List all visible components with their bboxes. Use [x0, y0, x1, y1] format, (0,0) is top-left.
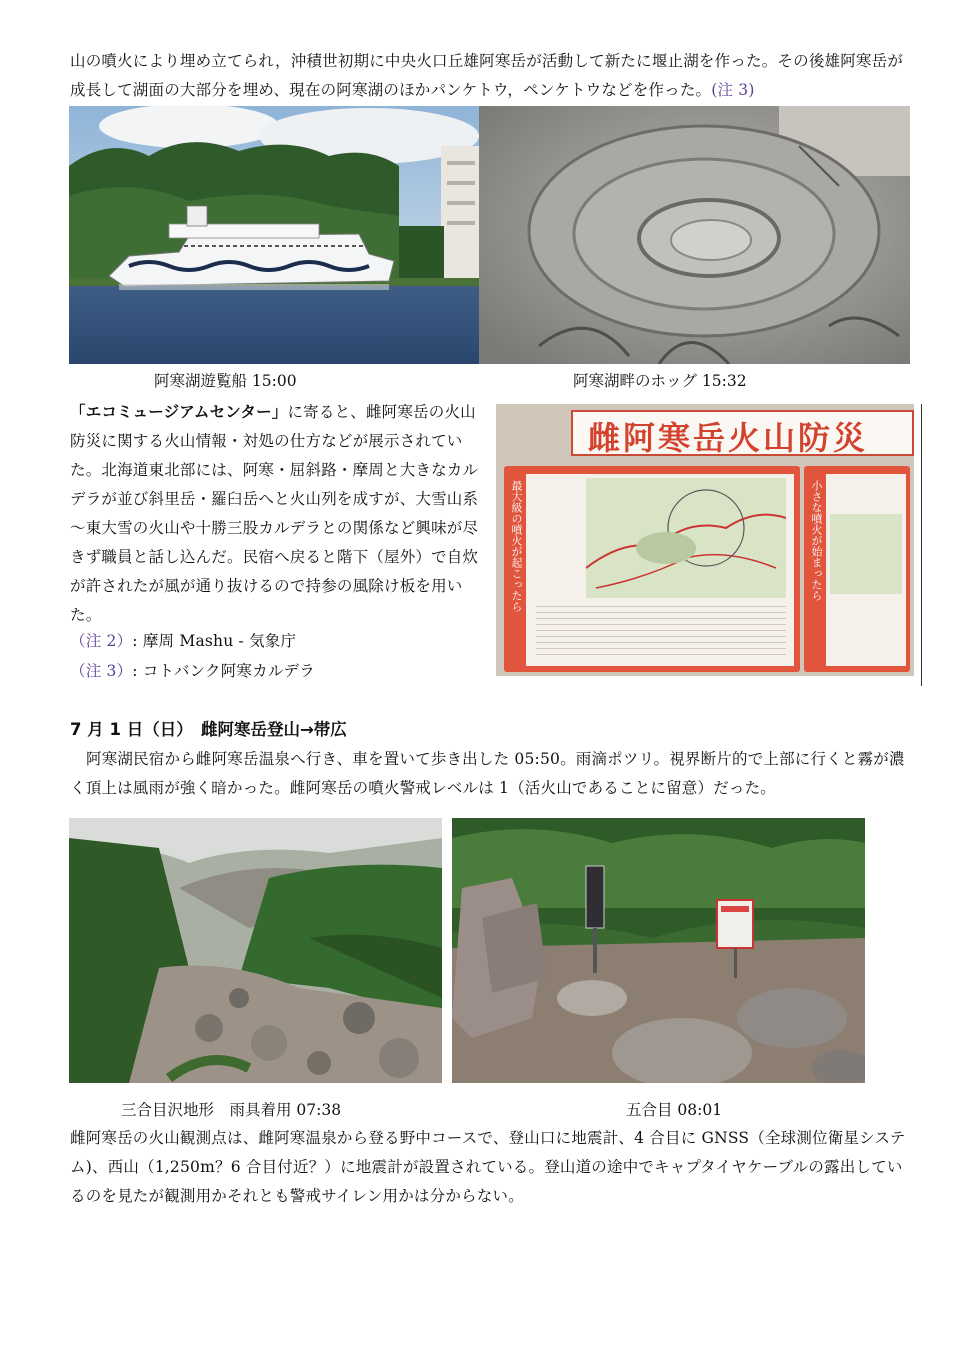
- vertical-rule: [921, 404, 922, 686]
- board-title: 雌阿寒岳火山防災: [588, 419, 869, 457]
- board-side-label-right: 小さな噴火が始まったら: [810, 480, 823, 601]
- photo-mud-pot: [479, 106, 910, 364]
- observation-paragraph: 雌阿寒岳の火山観測点は、雌阿寒温泉から登る野中コースで、登山口に地震計、4 合目に GNSS（全球測位衛星システム)、西山（1,250m？6 合目付近？）に地震計が設置されている。登山道の途中でキャプタイヤケーブルの露出しているのを見たが観測用かそれとも警戒サイレン用かは分からない。: [70, 1129, 906, 1205]
- note-2-ref: （注 2）: [70, 632, 133, 650]
- intro-note-ref: (注 3): [711, 81, 755, 99]
- photo-fifth-station: [452, 818, 865, 1083]
- note-3: [70, 657, 315, 686]
- photo-sightseeing-boat: [69, 106, 479, 364]
- caption-fifth-station: 五合目 08:01: [626, 1101, 723, 1119]
- photo-volcano-board: [496, 404, 914, 676]
- museum-name: 「エコミュージアムセンター」: [70, 403, 288, 421]
- board-side-label-left: 最大級の噴火が起こったら: [510, 480, 523, 612]
- note-2-text: : 摩周 Mashu - 気象庁: [132, 632, 297, 650]
- intro-text: 山の噴火により埋め立てられ，沖積世初期に中央火口丘雄阿寒岳が活動して新たに堰止湖を作った。その後雄阿寒岳が成長して湖面の大部分を埋め、現在の阿寒湖のほかパンケトウ，ペンケトウなどを作った。: [70, 52, 904, 99]
- note-3-ref: （注 3）: [70, 662, 133, 680]
- museum-paragraph: [70, 398, 480, 630]
- day-paragraph: 阿寒湖民宿から雌阿寒岳温泉へ行き、車を置いて歩き出した 05:50。雨滴ポツリ。視界断片的で上部に行くと霧が濃く頂上は風雨が強く暗かった。雌阿寒岳の噴火警戒レベルは 1（活火山であることに留意）だった。: [70, 750, 905, 797]
- day-heading: 7 月 1 日（日） 雌阿寒岳登山→帯広: [70, 720, 347, 739]
- note-3-text: : コトバンク阿寒カルデラ: [132, 662, 315, 680]
- caption-mud-pot: 阿寒湖畔のホッグ 15:32: [573, 372, 747, 390]
- intro-paragraph: [70, 47, 915, 105]
- caption-boat: 阿寒湖遊覧船 15:00: [154, 372, 297, 390]
- museum-text: に寄ると、雌阿寒岳の火山防災に関する火山情報・対処の仕方などが展示されていた。北海道東北部には、阿寒・屈斜路・摩周と大きなカルデラが並び斜里岳・羅臼岳へと火山列を成すが、大雪山系～東大雪の火山や十勝三股カルデラとの関係など興味が尽きず職員と話し込んだ。民宿へ戻ると階下（屋外）で自炊が許されたが風が通り抜けるので持参の風除け板を用いた。: [70, 403, 479, 624]
- photo-ravine: [69, 818, 442, 1083]
- note-2: [70, 627, 296, 656]
- caption-ravine: 三合目沢地形 雨具着用 07:38: [121, 1101, 342, 1119]
